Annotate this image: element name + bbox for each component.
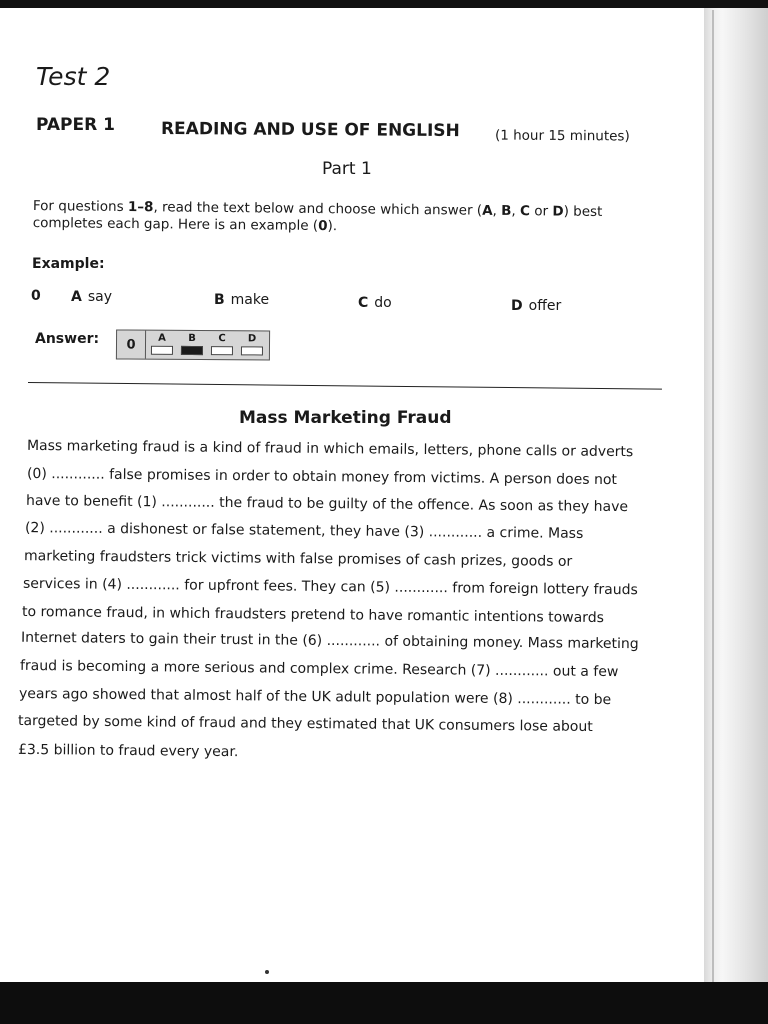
example-option-b: B make xyxy=(214,292,270,308)
example-option-d: D offer xyxy=(511,298,562,314)
scan-top-edge xyxy=(0,0,768,8)
passage-title: Mass Marketing Fraud xyxy=(239,408,452,428)
example-number: 0 xyxy=(31,288,41,304)
answer-choice-a: A xyxy=(151,333,173,355)
example-option-a: A say xyxy=(71,289,113,305)
passage-line: years ago showed that almost half of the UK adult population were (8) ............ to be xyxy=(18,685,612,709)
passage-line: have to benefit (1) ............ the fraud to be guilty of the offence. As soon as they have xyxy=(25,492,629,516)
answer-choice-d: D xyxy=(241,333,263,355)
passage-line: (0) ............ false promises in order to obtain money from victims. A person does not xyxy=(26,465,618,489)
page-mark xyxy=(265,970,269,974)
passage-line: Internet daters to gain their trust in the (6) ............ of obtaining money. Mass marketing xyxy=(20,629,639,653)
question-range: 1–8 xyxy=(127,198,154,216)
gutter-fold-line xyxy=(712,10,714,982)
example-option-c: C do xyxy=(358,295,392,311)
passage-line: Mass marketing fraud is a kind of fraud in which emails, letters, phone calls or adverts xyxy=(26,437,634,461)
passage-line: services in (4) ............ for upfront fees. They can (5) ............ from foreign lottery frauds xyxy=(22,575,638,599)
paper-number: PAPER 1 xyxy=(36,115,115,135)
paper-name: READING AND USE OF ENGLISH xyxy=(160,118,460,142)
passage-line: to romance fraud, in which fraudsters pretend to have romantic intentions towards xyxy=(21,603,605,627)
answer-bubble xyxy=(151,346,173,355)
example-label: Example: xyxy=(32,256,105,272)
test-title: Test 2 xyxy=(36,62,111,91)
passage-line: £3.5 billion to fraud every year. xyxy=(17,741,239,761)
answer-choice-b: B xyxy=(181,333,203,355)
passage-line: (2) ............ a dishonest or false statement, they have (3) ............ a crime. Mass xyxy=(24,520,584,542)
passage-line: targeted by some kind of fraud and they estimated that UK consumers lose about xyxy=(17,712,593,736)
answer-choice-c: C xyxy=(211,333,233,355)
section-divider xyxy=(28,382,662,390)
answer-bubble xyxy=(211,346,233,355)
answer-bubble xyxy=(241,346,263,355)
answer-bubble-filled xyxy=(181,346,203,355)
answer-grid xyxy=(116,329,270,360)
instructions: For questions 1–8, read the text below and choose which answer (A, B, C or D) best completes each gap. Here is an example (0). xyxy=(32,198,603,235)
paper-duration: (1 hour 15 minutes) xyxy=(494,127,630,145)
scan-bottom-edge xyxy=(0,982,768,1024)
answer-label: Answer: xyxy=(35,331,100,347)
part-title: Part 1 xyxy=(322,159,372,179)
answer-question-number: 0 xyxy=(117,330,146,358)
passage-line: fraud is becoming a more serious and complex crime. Research (7) ............ out a few xyxy=(19,657,619,681)
passage-line: marketing fraudsters trick victims with false promises of cash prizes, goods or xyxy=(23,548,573,570)
